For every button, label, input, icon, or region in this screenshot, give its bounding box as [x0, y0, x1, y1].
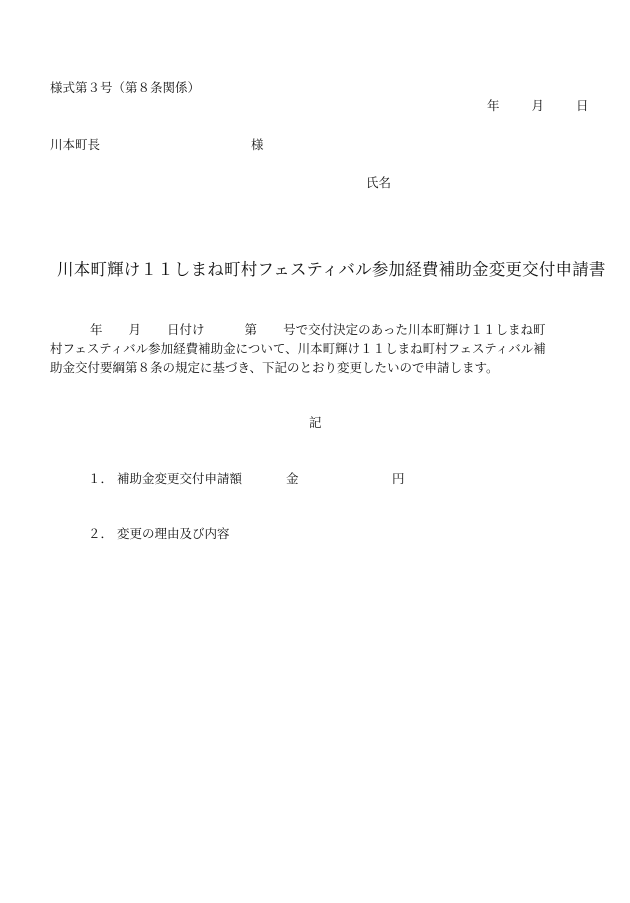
document-title: 川本町輝け１１しまね町村フェスティバル参加経費補助金変更交付申請書 — [57, 260, 606, 279]
body-line-1: 年 月 日付け 第 号で交付決定のあった川本町輝け１１しまね町 — [90, 322, 546, 337]
item-1-amount-prefix: 金 — [286, 471, 299, 486]
item-1 — [88, 471, 242, 487]
body-line-2: 村フェスティバル参加経費補助金について、川本町輝け１１しまね町村フェスティバル補 — [50, 341, 546, 356]
ki-label: 記 — [309, 415, 322, 430]
addressee-name: 川本町長 — [50, 137, 101, 152]
date-month-label: 月 — [531, 98, 544, 113]
date-year-label: 年 — [487, 98, 500, 113]
item-1-number: １． — [88, 471, 114, 486]
item-1-amount-suffix: 円 — [392, 471, 405, 486]
item-1-label: 補助金変更交付申請額 — [117, 471, 243, 486]
item-2-label: 変更の理由及び内容 — [117, 526, 230, 541]
date-line — [487, 98, 588, 114]
addressee-honorific: 様 — [251, 137, 264, 152]
date-day-label: 日 — [575, 98, 589, 113]
item-2 — [88, 526, 230, 542]
applicant-name-label: 氏名 — [366, 175, 392, 190]
body-paragraph — [50, 320, 590, 377]
form-label: 様式第３号（第８条関係） — [50, 80, 201, 95]
body-line-3: 助金交付要綱第８条の規定に基づき、下記のとおり変更したいので申請します。 — [50, 360, 499, 375]
item-2-number: ２． — [88, 526, 114, 541]
